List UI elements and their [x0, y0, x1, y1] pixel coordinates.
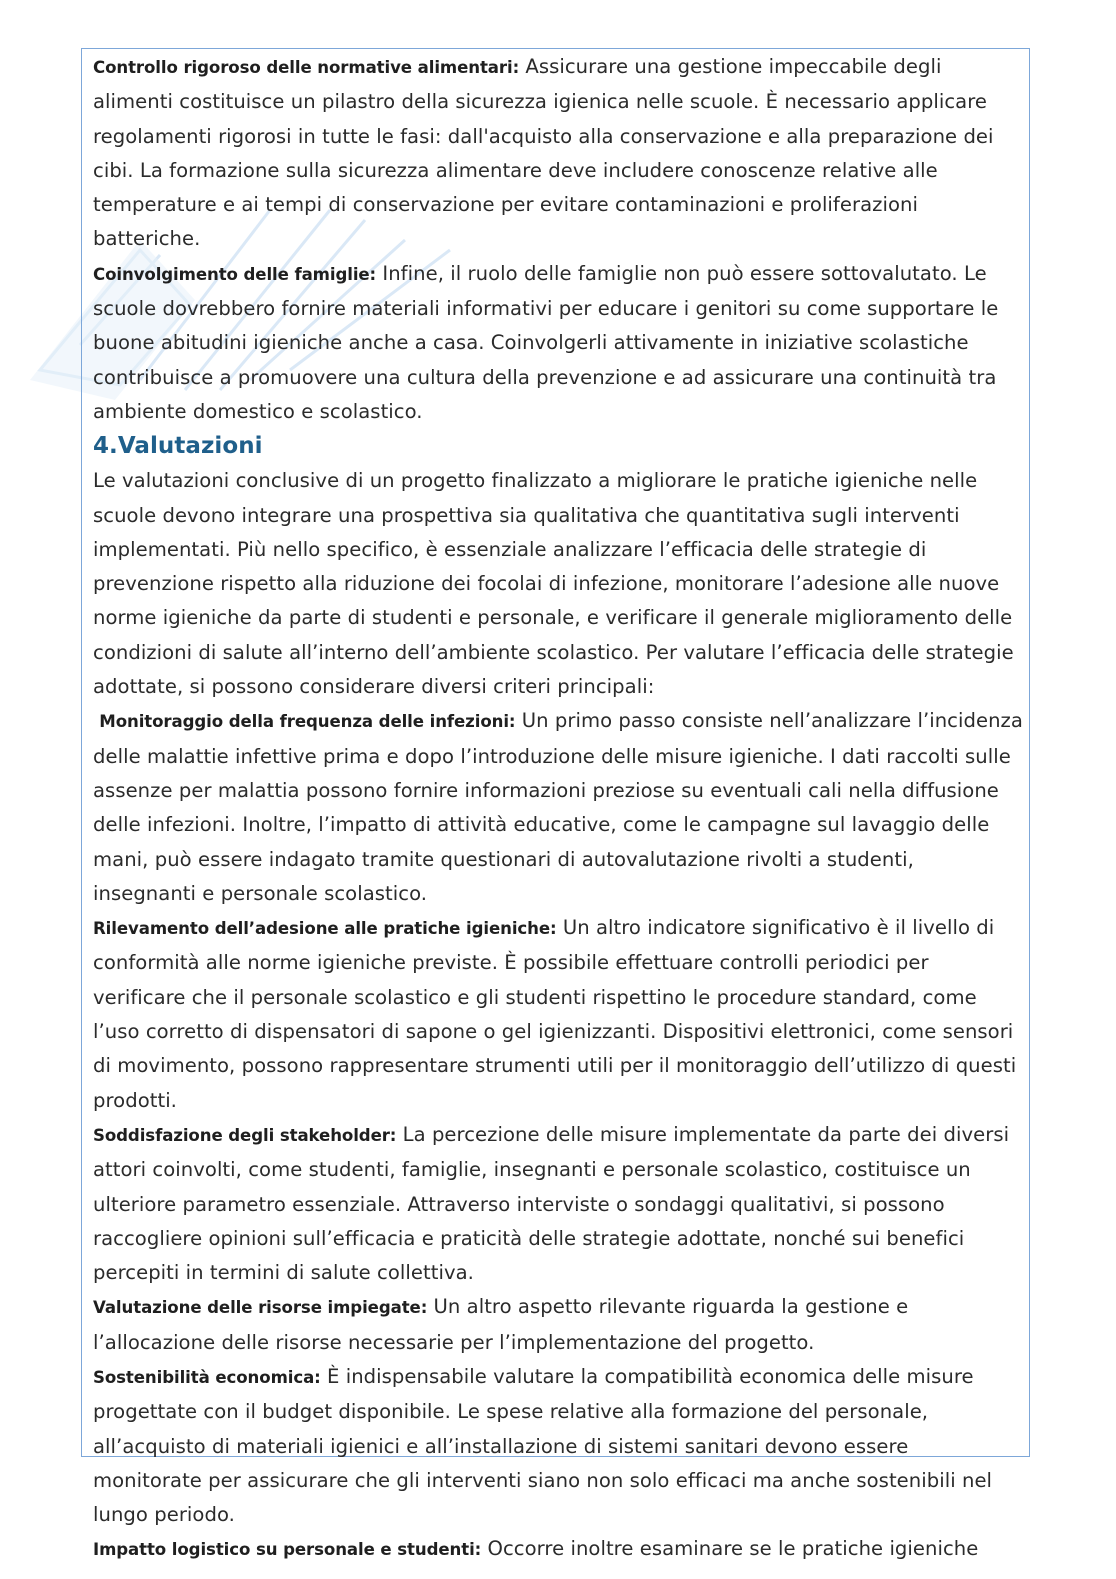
paragraph-stakeholders [93, 1118, 1023, 1290]
document-body [93, 50, 1023, 1568]
text-stakeholders: La percezione delle misure implementate da parte dei diversi attori coinvolti, come studenti, famiglie, insegnanti e personale scolastico, costituisce un ulteriore parametro essenziale. Attraverso interviste o sondaggi qualitativi, si possono raccogliere opinioni sull’efficacia e praticità delle strategie adottate, nonché sui benefici percepiti in termini di salute collettiva. [93, 1122, 1010, 1285]
paragraph-adherence [93, 911, 1023, 1118]
paragraph-food-control [93, 50, 1023, 257]
label-resources: Valutazione delle risorse impiegate: [93, 1298, 428, 1318]
text-economy: È indispensabile valutare la compatibilità economica delle misure progettate con il budget disponibile. Le spese relative alla formazione del personale, all’acquisto di materiali igienici e all’installazione di sistemi sanitari devono essere monitorate per assicurare che gli interventi siano non solo efficaci ma anche sostenibili nel lungo periodo. [93, 1364, 993, 1527]
text-resources: Un altro aspetto rilevante riguarda la gestione e l’allocazione delle risorse necessarie per l’implementazione del progetto. [93, 1295, 909, 1354]
paragraph-economy [93, 1360, 1023, 1532]
text-infections: Un primo passo consiste nell’analizzare l’incidenza delle malattie infettive prima e dopo l’introduzione delle misure igieniche. I dati raccolti sulle assenze per malattia possono fornire informazioni preziose su eventuali cali nella diffusione delle infezioni. Inoltre, l’impatto di attività educative, come le campagne sul lavaggio delle mani, può essere indagato tramite questionari di autovalutazione rivolti a studenti, insegnanti e personale scolastico. [93, 709, 1023, 905]
text-food-control: Assicurare una gestione impeccabile degli alimenti costituisce un pilastro della sicurezza igienica nelle scuole. È necessario applicare regolamenti rigorosi in tutte le fasi: dall'acquisto alla conservazione e alla preparazione dei cibi. La formazione sulla sicurezza alimentare deve includere conoscenze relative alle temperature e ai tempi di conservazione per evitare contaminazioni e proliferazioni batteriche. [93, 55, 994, 251]
paragraph-families [93, 257, 1023, 429]
label-economy: Sostenibilità economica: [93, 1367, 321, 1387]
label-adherence: Rilevamento dell’adesione alle pratiche igieniche: [93, 919, 557, 939]
label-food-control: Controllo rigoroso delle normative alimentari: [93, 58, 520, 77]
text-families: Infine, il ruolo delle famiglie non può essere sottovalutato. Le scuole dovrebbero fornire materiali informativi per educare i genitori su come supportare le buone abitudini igieniche anche a casa. Coinvolgerli attivamente in iniziative scolastiche contribuisce a promuovere una cultura della prevenzione e ad assicurare una continuità tra ambiente domestico e scolastico. [93, 261, 999, 423]
paragraph-resources [93, 1290, 1023, 1360]
paragraph-infections [93, 704, 1023, 911]
text-logistics: Occorre inoltre esaminare se le pratiche igieniche [481, 1537, 979, 1561]
label-logistics: Impatto logistico su personale e studenti: [93, 1540, 482, 1560]
paragraph-intro: Le valutazioni conclusive di un progetto finalizzato a migliorare le pratiche igieniche nelle scuole devono integrare una prospettiva sia qualitativa che quantitativa sugli interventi implementati. Più nello specifico, è essenziale analizzare l’efficacia delle strategie di prevenzione rispetto alla riduzione dei focolai di infezione, monitorare l’adesione alle nuove norme igieniche da parte di studenti e personale, e verificare il generale miglioramento delle condizioni di salute all’interno dell’ambiente scolastico. Per valutare l’efficacia delle strategie adottate, si possono considerare diversi criteri principali: [93, 469, 1014, 699]
label-infections: Monitoraggio della frequenza delle infezioni: [99, 712, 516, 732]
text-adherence: Un altro indicatore significativo è il livello di conformità alle norme igieniche previste. È possibile effettuare controlli periodici per verificare che il personale scolastico e gli studenti rispettino le procedure standard, come l’uso corretto di dispensatori di sapone o gel igienizzanti. Dispositivi elettronici, come sensori di movimento, possono rappresentare strumenti utili per il monitoraggio dell’utilizzo di questi prodotti. [93, 916, 1017, 1112]
section-heading: 4.Valutazioni [93, 433, 263, 460]
label-families: Coinvolgimento delle famiglie: [93, 264, 377, 284]
label-stakeholders: Soddisfazione degli stakeholder: [93, 1125, 397, 1145]
paragraph-logistics [93, 1532, 1023, 1567]
